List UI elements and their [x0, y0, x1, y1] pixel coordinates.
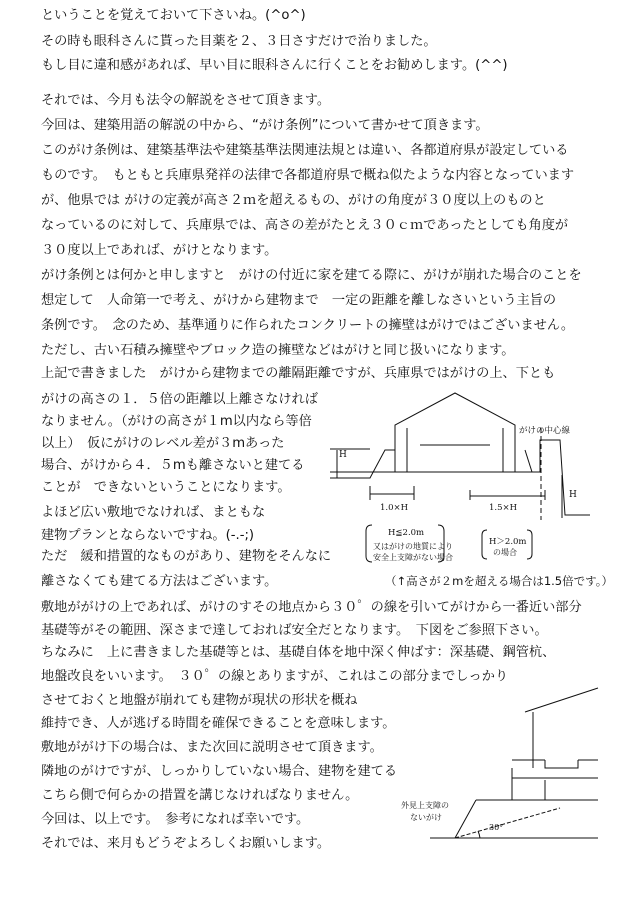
case-a-line2: 又はがけの地質により: [373, 542, 453, 551]
text-line: が、他県では がけの定義が高さ２ｍを超えるもの、がけの角度が３０度以上のものと: [41, 193, 546, 208]
text-line: なっているのに対して、兵庫県では、高さの差がたとえ３０ｃｍであったとしても角度が: [41, 218, 569, 233]
text-line: よほど広い敷地でなければ、まともな: [41, 505, 266, 520]
dist-label-left: 1.0×H: [380, 503, 409, 513]
30deg-line: [455, 808, 560, 838]
text-line: このがけ条例は、建築基準法や建築基準法関連法規とは違い、各都道府県が設定している: [41, 143, 569, 158]
text-line: 条例です。 念のため、基準通りに作られたコンクリートの擁壁はがけではございません。: [41, 318, 575, 333]
text-line: 今回は、以上です。 参考になれば幸いです。: [41, 812, 310, 827]
text-line: 想定して 人命第一で考え、がけから建物まで 一定の距離を離しなさいという主旨の: [41, 293, 557, 308]
text-line: それでは、今月も法令の解説をさせて頂きます。: [41, 93, 331, 108]
text-line: 基礎等がその範囲、深さまで達しておれば安全だとなります。 下図をご参照下さい。: [41, 623, 548, 638]
text-line: 敷地ががけ下の場合は、また次回に説明させて頂きます。: [41, 740, 383, 755]
text-line: 今回は、建築用語の解説の中から、“がけ条例”について書かせて頂きます。: [41, 118, 489, 133]
text-line: 以上） 仮にがけのレベル差が３mあった: [41, 436, 285, 451]
dist-label-right: 1.5×H: [489, 503, 518, 513]
text-line: それでは、来月もどうぞよろしくお願いします。: [41, 836, 331, 851]
cliff-label-1: 外見上支障の: [401, 801, 449, 810]
case-b-line2: の場合: [493, 548, 517, 557]
text-line: こちら側で何らかの措置を講じなければなりません。: [41, 788, 359, 803]
text-line: 上記で書きました がけから建物までの離隔距離ですが、兵庫県ではがけの上、下とも: [41, 366, 556, 381]
case-a-line1: H≦2.0m: [388, 528, 425, 538]
text-line: ということを覚えておいて下さいね。(^o^): [41, 8, 306, 23]
text-line: もし目に違和感があれば、早い目に眼科さんに行くことをお勧めします。(^^): [41, 58, 508, 73]
text-line: 隣地のがけですが、しっかりしていない場合、建物を建てる: [41, 764, 398, 779]
text-line: ただし、古い石積み擁壁やブロック造の擁壁などはがけと同じ扱いになります。: [41, 343, 515, 358]
h-label-left: H: [339, 450, 347, 460]
text-line: 場合、がけから４．５mも離さないと建てる: [41, 458, 305, 473]
text-line: ものです。 もともと兵庫県発祥の法律で各都道府県で概ね似たような内容となっています: [41, 168, 575, 183]
text-line: させておくと地盤が崩れても建物が現状の形状を概ね: [41, 693, 358, 708]
cliff-label-2: ないがけ: [410, 813, 442, 822]
figure1-caption: （↑高さが２mを超える場合は1.5倍です。）: [385, 574, 613, 588]
text-line: がけ条例とは何かと申しますと がけの付近に家を建てる際に、がけが崩れた場合のことを: [41, 268, 582, 283]
case-b-line1: H＞2.0m: [489, 537, 527, 547]
text-line: がけの高さの１．５倍の距離以上離さなければ: [41, 392, 318, 407]
center-line-label: がけの中心線: [519, 426, 571, 436]
text-line: 離さなくても建てる方法はございます。: [41, 574, 278, 589]
text-line: なりません。（がけの高さが１m以内なら等倍: [41, 414, 312, 429]
cliff-face: [455, 800, 476, 838]
angle-label: 30°: [489, 823, 504, 832]
case-a-line3: 安全上支障がない場合: [373, 553, 453, 562]
text-line: ３０度以上であれば、がけとなります。: [41, 243, 278, 258]
text-line: 敷地ががけの上であれば、がけのすその地点から３０゜の線を引いてがけから一番近い部分: [41, 600, 582, 615]
text-line: ただ 緩和措置的なものがあり、建物をそんなに: [41, 549, 332, 564]
text-line: 建物プランとならないですね。(-.-;): [41, 528, 255, 543]
text-line: 維持でき、人が逃げる時間を確保できることを意味します。: [41, 716, 396, 731]
text-line: ことが できないということになります。: [41, 480, 291, 495]
text-line: ちなみに 上に書きました基礎等とは、基礎自体を地中深く伸ばす：深基礎、鋼管杭、: [41, 645, 556, 660]
roof-line: [525, 688, 598, 712]
h-label-right: H: [569, 490, 577, 500]
text-line: 地盤改良をいいます。 ３０゜の線とありますが、これはこの部分までしっかり: [41, 669, 509, 684]
text-line: その時も眼科さんに貰った目薬を２、３日さすだけで治りました。: [41, 34, 437, 49]
